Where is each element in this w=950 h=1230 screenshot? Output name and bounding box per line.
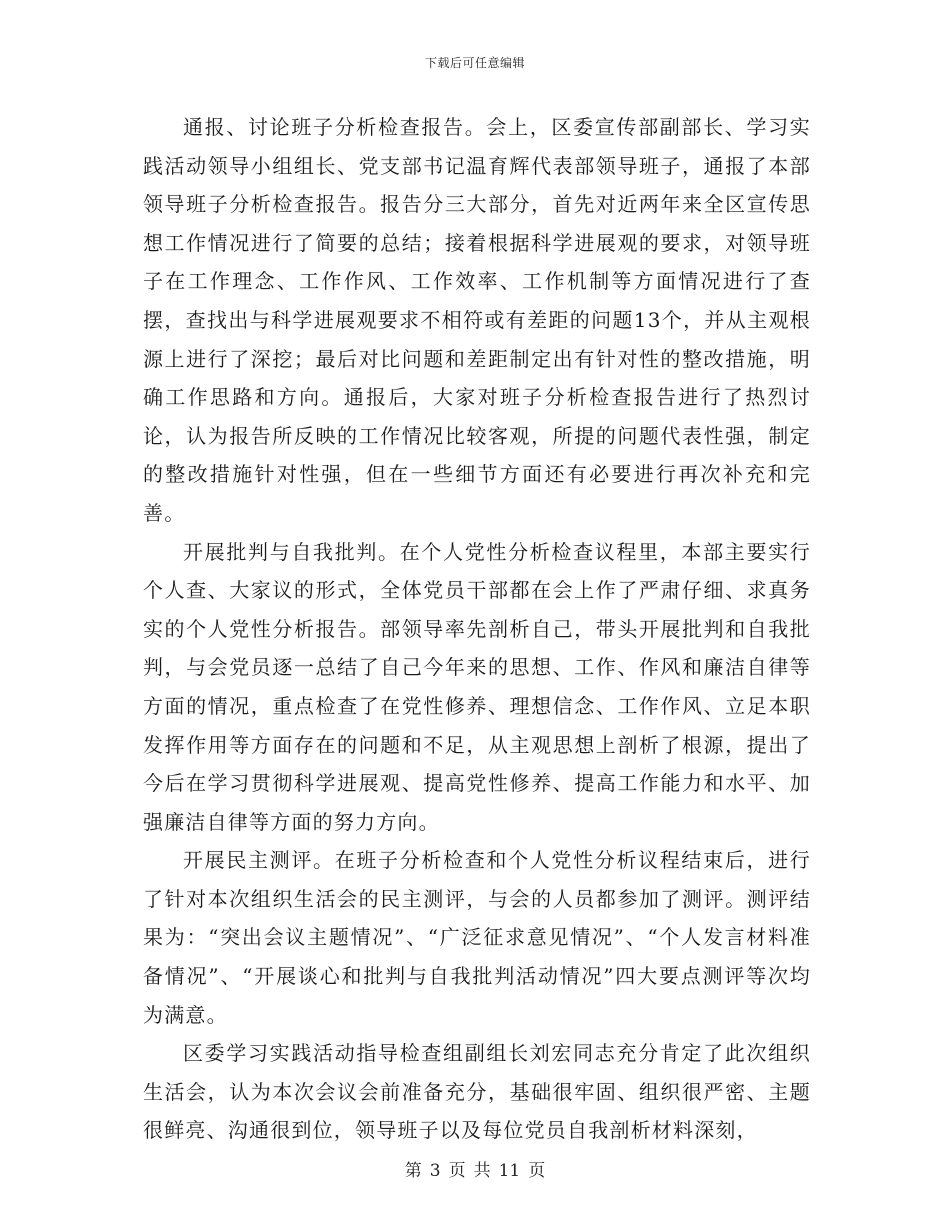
document-body <box>143 108 811 1150</box>
page-number-footer <box>0 1156 950 1181</box>
footer-total-word: 共 <box>473 1161 491 1181</box>
footer-page-unit: 页 <box>448 1161 466 1181</box>
paragraph-criticism: 开展批判与自我批判。在个人党性分析检查议程里，本部主要实行个人查、大家议的形式，全体党员干部都在会上作了严肃仔细、求真务实的个人党性分析报告。部领导率先剖析自己，带头开展批判和自我批判，与会党员逐一总结了自己今年来的思想、工作、作风和廉洁自律等方面的情况，重点检查了在党性修养、理想信念、工作作风、立足本职发挥作用等方面存在的问题和不足，从主观思想上剖析了根源，提出了今后在学习贯彻科学进展观、提高党性修养、提高工作能力和水平、加强廉洁自律等方面的努力方向。 <box>143 539 811 834</box>
page-header-note: 下载后可任意编辑 <box>424 56 525 70</box>
paragraph-inspection-comments: 区委学习实践活动指导检查组副组长刘宏同志充分肯定了此次组织生活会，认为本次会议会前准备充分，基础很牢固、组织很严密、主题很鲜亮、沟通很到位，领导班子以及每位党员自我剖析材料深刻， <box>143 1041 811 1143</box>
footer-prefix: 第 <box>404 1161 422 1181</box>
current-page-number: 3 <box>429 1161 441 1181</box>
paragraph-report-discussion: 通报、讨论班子分析检查报告。会上，区委宣传部副部长、学习实践活动领导小组组长、党支部书记温育辉代表部领导班子，通报了本部领导班子分析检查报告。报告分三大部分，首先对近两年来全区宣传思想工作情况进行了简要的总结；接着根据科学进展观的要求，对领导班子在工作理念、工作作风、工作效率、工作机制等方面情况进行了查摆，查找出与科学进展观要求不相符或有差距的问题13个，并从主观根源上进行了深挖；最后对比问题和差距制定出有针对性的整改措施，明确工作思路和方向。通报后，大家对班子分析检查报告进行了热烈讨论，认为报告所反映的工作情况比较客观，所提的问题代表性强，制定的整改措施针对性强，但在一些细节方面还有必要进行再次补充和完善。 <box>143 115 811 525</box>
footer-suffix: 页 <box>528 1161 546 1181</box>
total-pages-number: 11 <box>498 1161 521 1181</box>
paragraph-democratic-evaluation: 开展民主测评。在班子分析检查和个人党性分析议程结束后，进行了针对本次组织生活会的民主测评，与会的人员都参加了测评。测评结果为：“突出会议主题情况”、“广泛征求意见情况”、“个人发言材料准备情况”、“开展谈心和批判与自我批判活动情况”四大要点测评等次均为满意。 <box>143 848 811 1027</box>
